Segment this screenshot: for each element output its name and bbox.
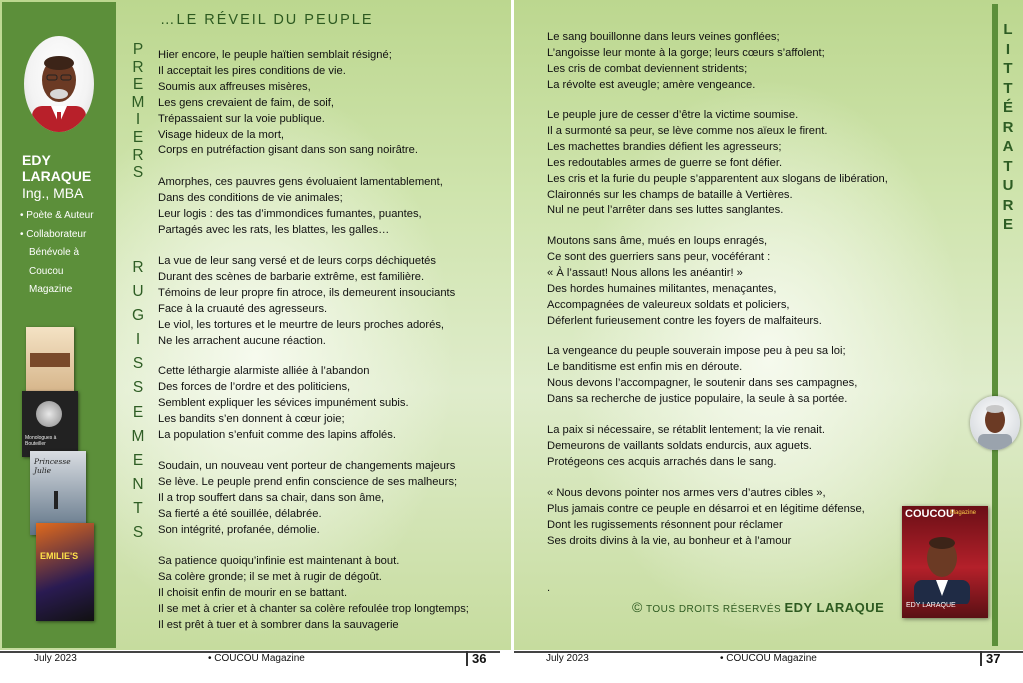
vertical-letter: R [1002, 196, 1014, 214]
copyright-notice [632, 599, 884, 615]
author-credentials: Ing., MBA [22, 185, 84, 201]
poem-line: Les machettes brandies défient les agresseurs; [547, 140, 782, 153]
page-number-left: 36 [466, 651, 486, 666]
poem-line: Demeurons de vaillants soldats endurcis, aux aguets. [547, 439, 812, 452]
poem-line: Soudain, un nouveau vent porteur de changements majeurs [158, 460, 456, 472]
book-cover-1 [26, 327, 74, 393]
vertical-letter: M [131, 93, 145, 111]
book-covers-stack [20, 327, 102, 627]
poem-line: Moutons sans âme, mués en loups enragés, [547, 235, 768, 247]
poem-line: Le banditisme est enfin mis en déroute. [547, 360, 743, 373]
poem-line: Hier encore, le peuple haïtien semblait résigné; [158, 49, 392, 61]
poem-line: Amorphes, ces pauvres gens évoluaient lamentablement, [158, 176, 443, 188]
magazine-caption: EDY LARAQUE [906, 602, 956, 609]
poem-line: Soumis aux affreuses misères, [158, 80, 311, 93]
poem-line: La vengeance du peuple souverain impose peu à peu sa loi; [547, 345, 846, 357]
vertical-letter: T [1003, 157, 1013, 175]
magazine-sub: Magazine [950, 510, 977, 516]
poem-line: Son intégrité, profanée, démolie. [158, 523, 320, 536]
poem-stanza [547, 30, 825, 94]
poem-line: Les cris de combat deviennent stridents; [547, 62, 748, 75]
poem-line: Les gens crevaient de faim, de soif, [158, 96, 334, 109]
vertical-letter: U [132, 283, 144, 301]
poem-line: Ne les arrachent aucune réaction. [158, 334, 326, 347]
footer-magazine-left: • COUCOU Magazine [208, 653, 305, 664]
vertical-letter: R [132, 259, 144, 276]
vertical-letter: E [132, 76, 144, 94]
poem-line: Partagés avec les rats, les blattes, les galles… [158, 223, 390, 236]
poem-line: Le peuple jure de cesser d’être la victime soumise. [547, 109, 799, 121]
vertical-letter: R [1002, 118, 1014, 136]
poem-line: Durant des scènes de barbarie extrême, est familière. [158, 270, 425, 283]
poem-line: Leur logis : des tas d’immondices fumantes, puantes, [158, 207, 422, 220]
poem-line: La révolte est aveugle; amère vengeance. [547, 78, 756, 91]
author-name [22, 152, 91, 184]
footer-date-right: July 2023 [546, 653, 589, 664]
poem-line: Dans sa recherche de justice populaire, la seule à sa portée. [547, 392, 848, 405]
poem-end-dot: . [547, 582, 551, 594]
poem-line: « Nous devons pointer nos armes vers d’autres cibles », [547, 487, 826, 499]
role-coucou: Coucou [29, 265, 64, 277]
poem-stanza [158, 554, 469, 634]
poem-line: Les bandits s’en donnent à cœur joie; [158, 412, 345, 425]
author-name-line1: EDY [22, 152, 51, 168]
page-number-right: 37 [980, 651, 1000, 666]
poem-line: Corps en putréfaction gisant dans son sang noirâtre. [158, 144, 418, 157]
poem-line: « À l’assaut! Nous allons les anéantir! » [547, 266, 743, 279]
poem-line: La paix si nécessaire, se rétablit lentement; la vie renait. [547, 424, 825, 436]
vertical-letter: S [132, 164, 144, 182]
poem-stanza [158, 48, 418, 159]
poem-line: Sa patience quoiqu’infinie est maintenant à bout. [158, 555, 400, 567]
poem-line: La population s’enfuit comme des lapins affolés. [158, 428, 396, 441]
author-sidebar [2, 2, 116, 648]
poem-stanza [158, 459, 457, 539]
role-magazine: Magazine [29, 284, 73, 295]
poem-stanza [547, 486, 865, 550]
poem-stanza [158, 364, 409, 444]
vertical-letter: G [131, 307, 145, 325]
poem-stanza [547, 344, 857, 408]
vertical-letter: E [132, 128, 144, 146]
magazine-brand: COUCOU [905, 508, 954, 520]
copyright-symbol: © [632, 599, 643, 615]
vertical-word-premiers [131, 41, 145, 182]
poem-stanza [547, 234, 822, 329]
poem-line: Témoins de leur propre fin atroce, ils demeurent insouciants [158, 286, 456, 299]
poem-line: Le sang bouillonne dans leurs veines gonflées; [547, 31, 780, 43]
vertical-letter: R [132, 58, 144, 76]
book-cover-2 [22, 391, 78, 457]
book-title-1: Monologues à Bouteiller [25, 435, 57, 447]
author-name-line2: LARAQUE [22, 168, 92, 184]
poem-line: Se lève. Le peuple prend enfin conscience de ses malheurs; [158, 475, 458, 488]
vertical-word-litterature [996, 20, 1020, 235]
author-roles [20, 207, 94, 300]
vertical-letter: L [1003, 21, 1013, 38]
poem-line: Accompagnées de valeureux soldats et policiers, [547, 298, 790, 311]
poem-line: Face à la cruauté des agresseurs. [158, 302, 328, 315]
poem-line: Sa fierté a été souillée, délabrée. [158, 507, 322, 520]
poem-line: Des hordes humaines militantes, menаçantes, [547, 282, 777, 295]
vertical-letter: S [132, 524, 144, 542]
poem-line: La vue de leur sang versé et de leurs corps déchiquetés [158, 255, 436, 267]
vertical-letter: E [132, 451, 144, 469]
poem-line: Claironnés sur les champs de bataille à Vertières. [547, 188, 793, 201]
poem-line: Cette léthargie alarmiste alliée à l’abandon [158, 365, 370, 377]
poem-line: Nous devons l’accompagner, le soutenir dans ses campagnes, [547, 376, 858, 389]
poem-stanza [547, 423, 825, 471]
poem-line: Ses droits divins à la vie, au bonheur et à l’amour [547, 534, 792, 547]
vertical-word-rugissements [131, 256, 145, 545]
role-poet: • Poète & Auteur [20, 210, 94, 221]
poem-line: Nul ne peut l’arrêter dans ses luttes sanglantes. [547, 204, 784, 217]
role-volunteer: Bénévole à [29, 247, 80, 258]
vertical-letter: U [1002, 177, 1014, 194]
copyright-author: EDY LARAQUE [784, 600, 885, 615]
poem-line: Plus jamais contre ce peuple en désarroi et en légitime défense, [547, 502, 865, 515]
vertical-letter: T [1003, 79, 1013, 97]
vertical-letter: É [1002, 99, 1013, 116]
vertical-letter: T [1003, 60, 1013, 77]
book-title-3: EMILIE'S [40, 551, 79, 561]
vertical-letter: N [132, 475, 144, 493]
vertical-letter: T [133, 499, 143, 517]
vertical-letter: M [131, 427, 145, 445]
poem-line: Sa colère gronde; il se met à rugir de dégoût. [158, 570, 382, 583]
poem-line: Protégeons ces acquis arrachés dans le sang. [547, 455, 777, 468]
poem-line: Il se met à crier et à chanter sa colère refoulée trop longtemps; [158, 602, 469, 615]
vertical-letter: I [135, 331, 141, 349]
copyright-text: TOUS DROITS RÉSERVÉS [645, 604, 782, 615]
poem-stanza [158, 254, 455, 349]
footer-date-left: July 2023 [34, 653, 77, 664]
vertical-letter: S [132, 355, 144, 373]
poem-line: Le viol, les tortures et le meurtre de leurs proches adorés, [158, 318, 445, 331]
role-collaborator: • Collaborateur [20, 228, 87, 240]
poem-line: Des forces de l’ordre et des politiciens, [158, 380, 351, 393]
poem-line: Dans des conditions de vie animales; [158, 191, 343, 204]
poem-line: L’angoisse leur monte à la gorge; leurs cœurs s’affolent; [547, 46, 825, 59]
vertical-letter: E [1002, 216, 1013, 233]
vertical-letter: A [1002, 138, 1014, 155]
poem-line: Il a trop souffert dans sa chair, dans son âme, [158, 491, 385, 504]
poem-line: Dont les rugissements résonnent pour réclamer [547, 518, 783, 531]
poem-line: Visage hideux de la mort, [158, 128, 285, 141]
poem-line: Il a surmonté sa peur, se lève comme nos aïeux le firent. [547, 124, 828, 137]
poem-line: Semblent expliquer les sévices impunément subis. [158, 396, 409, 409]
poem-line: Trépassaient sur la voie publique. [158, 112, 325, 125]
vertical-letter: E [132, 403, 144, 421]
author-small-portrait [970, 396, 1020, 450]
poem-title: …LE RÉVEIL DU PEUPLE [160, 12, 374, 28]
footer-magazine-right: • COUCOU Magazine [720, 653, 817, 664]
vertical-letter: P [132, 41, 144, 58]
poem-line: Ce sont des guerriers sans peur, vocéférant : [547, 250, 771, 263]
author-portrait [24, 36, 94, 132]
poem-line: Les redoutables armes de guerre se font défier. [547, 156, 783, 169]
poem-line: Il choisit enfin de mourir en se battant. [158, 586, 348, 599]
vertical-letter: S [132, 379, 144, 397]
right-page [514, 0, 1023, 650]
poem-stanza [158, 175, 443, 239]
book-cover-4 [36, 523, 94, 621]
poem-line: Les cris et la furie du peuple s’apparentent aux slogans de libération, [547, 172, 888, 185]
magazine-cover [902, 506, 988, 618]
poem-stanza [547, 108, 888, 219]
vertical-letter: R [132, 146, 144, 164]
book-title-2: Princesse Julie [34, 457, 71, 475]
poem-line: Il acceptait les pires conditions de vie. [158, 64, 346, 77]
vertical-letter: I [1005, 40, 1011, 58]
vertical-letter: I [135, 111, 141, 129]
left-page [0, 0, 511, 650]
poem-line: Déferlent furieusement contre les foyers de malfaiteurs. [547, 314, 822, 327]
poem-line: Il est prêt à tuer et à sombrer dans la sauvagerie [158, 618, 399, 631]
